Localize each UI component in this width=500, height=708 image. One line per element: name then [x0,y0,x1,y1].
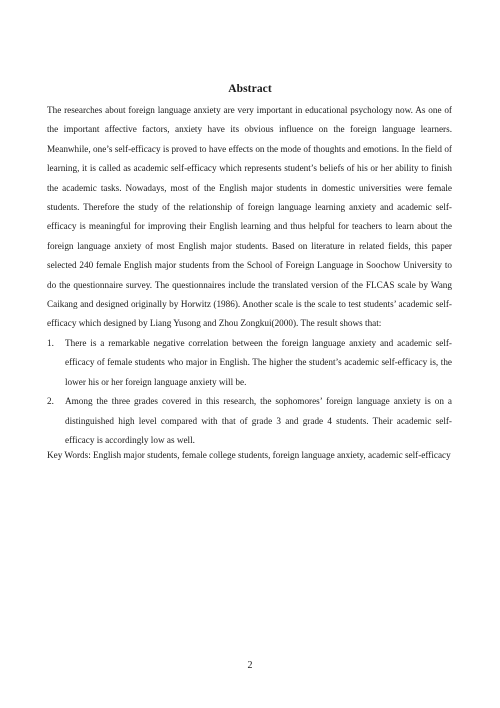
results-list-item [47,334,452,392]
list-item-number: 2. [47,396,54,407]
list-item-number: 1. [47,337,54,348]
key-words: Key Words: English major students, female college students, foreign language anxiety, academic self-efficacy [47,450,451,460]
list-item-text: Among the three grades covered in this research, the sophomores’ foreign language anxiety is on a distinguished high level compared with that of grade 3 and grade 4 students. Their academic self-efficacy is accordingly low as well. [65,396,452,445]
results-list [47,334,452,450]
abstract-title: Abstract [228,83,272,95]
results-list-item [47,392,452,450]
abstract-body [47,101,452,450]
list-item-text: There is a remarkable negative correlation between the foreign language anxiety and academic self-efficacy of female students who major in English. The higher the student’s academic self-efficacy is, the lower his or her foreign language anxiety will be. [65,337,452,387]
page-number: 2 [247,660,253,671]
abstract-paragraph: The researches about foreign language anxiety are very important in educational psychology now. As one of the important affective factors, anxiety have its obvious influence on the foreign language learners. Meanwhile, one’s self-efficacy is proved to have effects on the mode of thoughts and emotions. In the field of learning, it is called as academic self-efficacy which represents student’s beliefs of his or her ability to finish the academic tasks. Nowadays, most of the English major students in domestic universities were female students. Therefore the study of the relationship of foreign language learning anxiety and academic self-efficacy is meaningful for improving their English learning and thus helpful for teachers to learn about the foreign language anxiety of most English major students. Based on literature in related fields, this paper selected 240 female English major students from the School of Foreign Language in Soochow University to do the questionnaire survey. The questionnaires include the translated version of the FLCAS scale by Wang Caikang and designed originally by Horwitz (1986). Another scale is the scale to test students’ academic self-efficacy which designed by Liang Yusong and Zhou Zongkui(2000). The result shows that: [47,105,452,329]
